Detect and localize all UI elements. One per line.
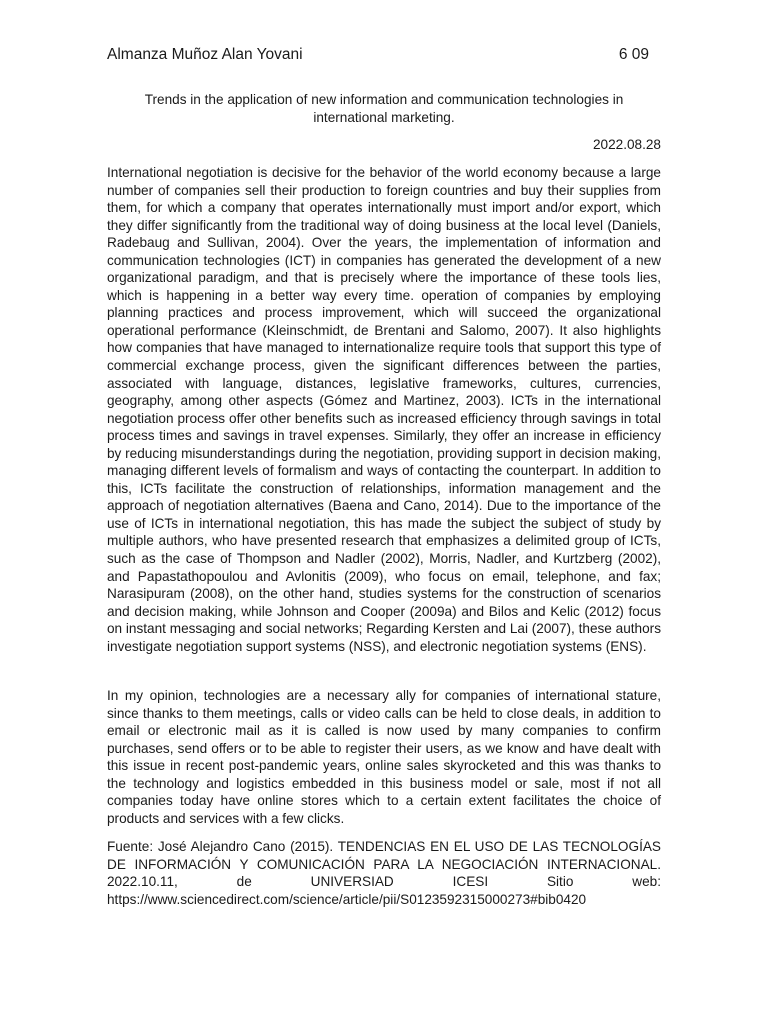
page-header	[107, 45, 661, 65]
source-citation: Fuente: José Alejandro Cano (2015). TENDENCIAS EN EL USO DE LAS TECNOLOGÍAS DE INFORMACIÓN Y COMUNICACIÓN PARA LA NEGOCIACIÓN INTERNACIONAL. 2022.10.11, de UNIVERSIAD ICESI Sitio web: https://www.sciencedirect.com/science/article/pii/S0123592315000273#bib0420	[107, 839, 661, 907]
paragraph-2: In my opinion, technologies are a necessary ally for companies of international stature, since thanks to them meetings, calls or video calls can be held to close deals, in addition to email or electronic mail as it is called is now used by many companies to confirm purchases, send offers or to be able to register their users, as we know and have dealt with this issue in recent post-pandemic years, online sales skyrocketed and this was thanks to the technology and logistics embedded in this business model or sale, most if not all companies today have online stores which to a certain extent facilitates the choice of products and services with a few clicks.	[107, 688, 661, 826]
group-number: 6 09	[618, 46, 649, 63]
paragraph-1: International negotiation is decisive for the behavior of the world economy because a large number of companies sell their production to foreign countries and buy their supplies from them, for which a company that operates internationally must import and/or export, which they differ significantly from the traditional way of doing business at the local level (Daniels, Radebaug and Sullivan, 2004). Over the years, the implementation of information and communication technologies (ICT) in companies has generated the development of a new organizational paradigm, and that is precisely where the importance of these tools lies, which is happening in a better way every time. operation of companies by employing planning practices and process improvement, which will succeed the organizational operational performance (Kleinschmidt, de Brentani and Salomo, 2007). It also highlights how companies that have managed to internationalize require tools that support this type of commercial exchange process, given the significant differences between the parties, associated with language, distances, legislative frameworks, cultures, currencies, geography, among other aspects (Gómez and Martinez, 2003). ICTs in the international negotiation process offer other benefits such as increased efficiency through savings in total process times and savings in travel expenses. Similarly, they offer an increase in efficiency by reducing misunderstandings during the negotiation, providing support in decision making, managing different levels of formalism and ways of contacting the counterpart. In addition to this, ICTs facilitate the construction of relationships, information management and the approach of negotiation alternatives (Baena and Cano, 2014). Due to the importance of the use of ICTs in international negotiation, this has made the subject the subject of study by multiple authors, who have presented research that emphasizes a delimited group of ICTs, such as the case of Thompson and Nadler (2002), Morris, Nadler, and Kurtzberg (2002), and Papastathopoulou and Avlonitis (2009), who focus on email, telephone, and fax; Narasipuram (2008), on the other hand, studies systems for the construction of scenarios and decision making, while Johnson and Cooper (2009a) and Bilos and Kelic (2012) focus on instant messaging and social networks; Regarding Kersten and Lai (2007), these authors investigate negotiation support systems (NSS), and electronic negotiation systems (ENS).	[107, 165, 661, 654]
author-name: Almanza Muñoz Alan Yovani	[107, 46, 303, 63]
document-date: 2022.08.28	[592, 137, 661, 152]
document-title: Trends in the application of new information and communication technologies in international marketing.	[144, 92, 624, 125]
